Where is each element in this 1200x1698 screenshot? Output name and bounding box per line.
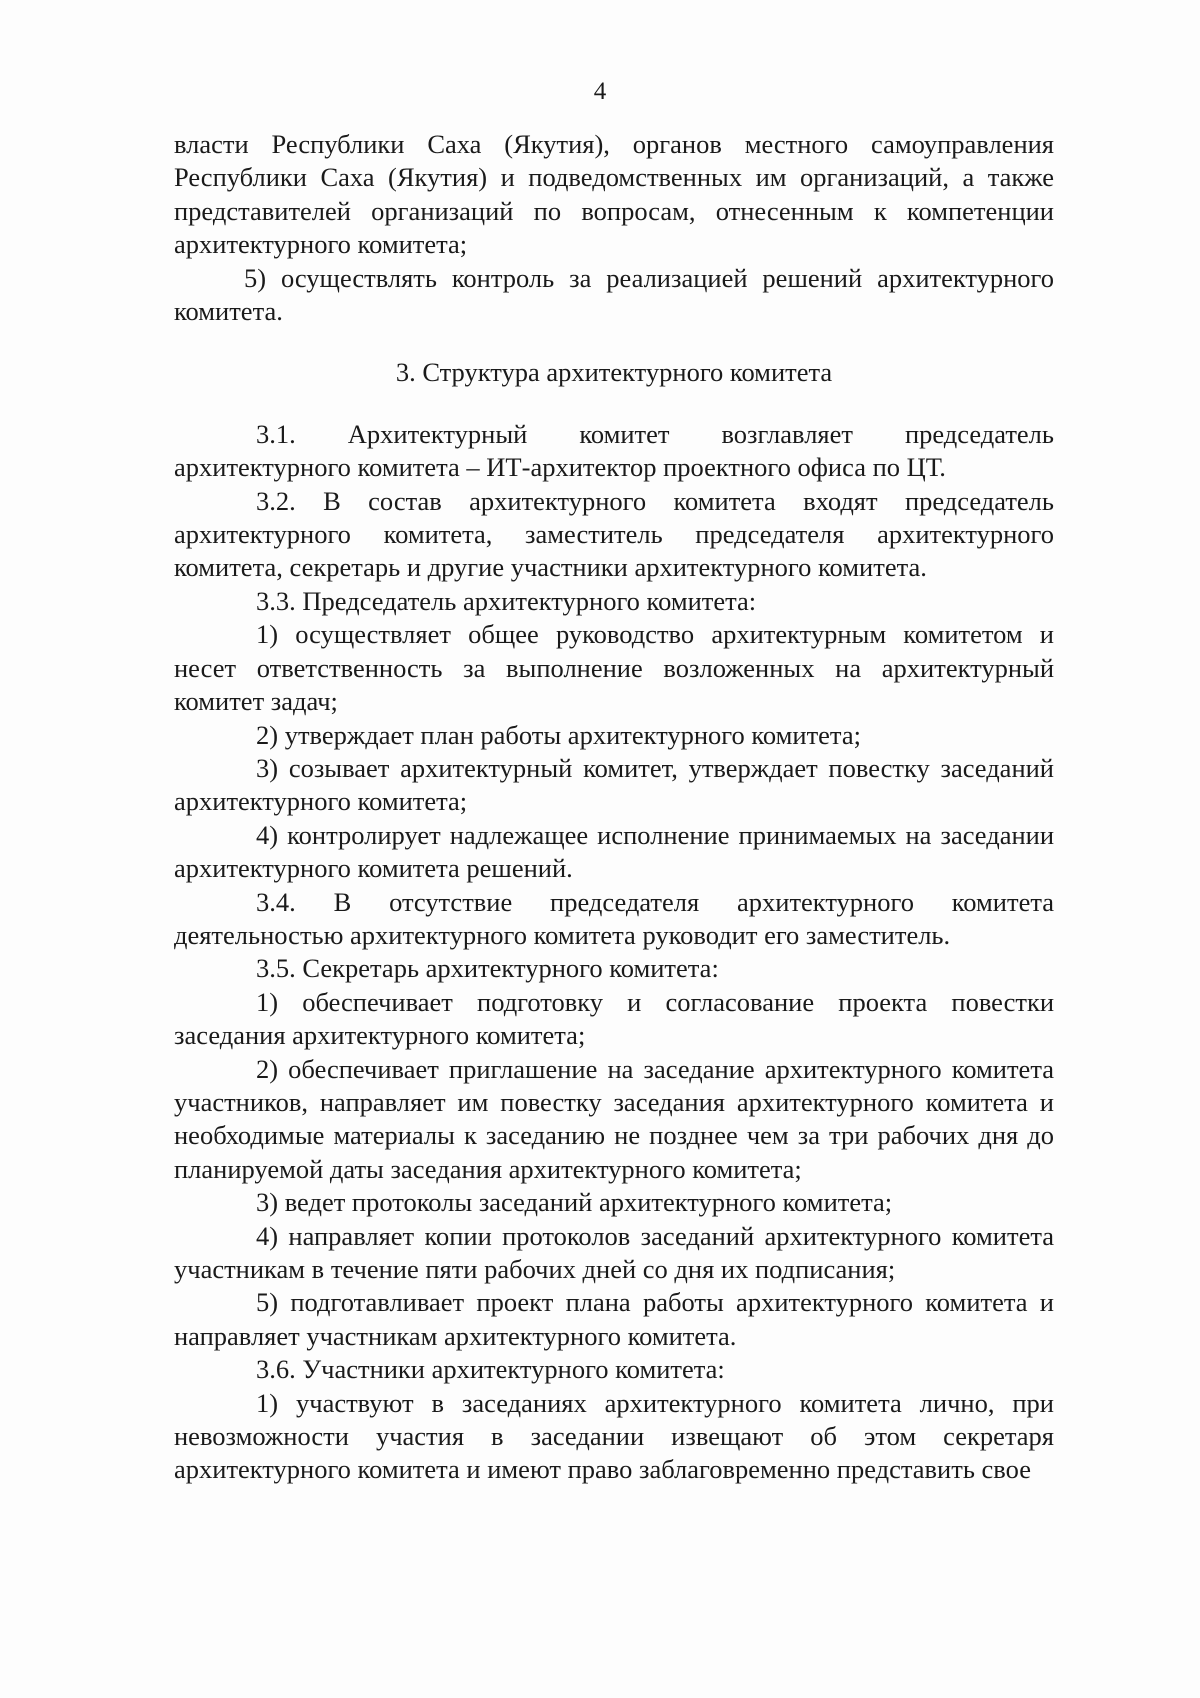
list-item: 4) направляет копии протоколов заседаний архитектурного комитета участникам в течение пяти рабочих дней со дня их подписания; <box>174 1220 1054 1284</box>
list-item: 3) созывает архитектурный комитет, утверждает повестку заседаний архитектурного комитета; <box>174 752 1054 817</box>
section-heading: 3. Структура архитектурного комитета <box>395 357 833 388</box>
paragraph: 3.6. Участники архитектурного комитета: <box>256 1354 725 1385</box>
paragraph: 5) осуществлять контроль за реализацией решений архитектурного комитета. <box>174 262 1054 327</box>
paragraph: 3.1. Архитектурный комитет возглавляет председатель архитектурного комитета – ИТ-архитектор проектного офиса по ЦТ. <box>174 418 1054 483</box>
page-number: 4 <box>593 78 607 105</box>
paragraph: 3.4. В отсутствие председателя архитектурного комитета деятельностью архитектурного комитета руководит его заместитель. <box>174 886 1054 950</box>
list-item: 1) осуществляет общее руководство архитектурным комитетом и несет ответственность за выполнение возложенных на архитектурный комитет задач; <box>174 619 1054 717</box>
list-item: 2) утверждает план работы архитектурного комитета; <box>256 719 861 750</box>
paragraph: 3.2. В состав архитектурного комитета входят председатель архитектурного комитета, заместитель председателя архитектурного комитета, секретарь и другие участники архитектурного комитета. <box>174 485 1054 583</box>
list-item: 5) подготавливает проект плана работы архитектурного комитета и направляет участникам архитектурного комитета. <box>174 1287 1054 1351</box>
list-item: 1) участвуют в заседаниях архитектурного комитета лично, при невозможности участия в заседании извещают об этом секретаря архитектурного комитета и имеют право заблаговременно представить свое <box>174 1387 1054 1485</box>
paragraph: власти Республики Саха (Якутия), органов местного самоуправления Республики Саха (Якутия) и подведомственных им организаций, а также представителей организаций по вопросам, отнесенным к компетенции архитектурного комитета; <box>174 129 1054 260</box>
list-item: 4) контролирует надлежащее исполнение принимаемых на заседании архитектурного комитета решений. <box>174 819 1054 884</box>
document-body <box>174 128 1054 1487</box>
list-item: 2) обеспечивает приглашение на заседание архитектурного комитета участников, направляет им повестку заседания архитектурного комитета и необходимые материалы к заседанию не позднее чем за три рабочих дня до планируемой даты заседания архитектурного комитета; <box>174 1053 1054 1184</box>
list-item: 3) ведет протоколы заседаний архитектурного комитета; <box>256 1187 893 1218</box>
paragraph: 3.5. Секретарь архитектурного комитета: <box>256 953 719 984</box>
paragraph: 3.3. Председатель архитектурного комитета: <box>256 585 757 616</box>
list-item: 1) обеспечивает подготовку и согласование проекта повестки заседания архитектурного комитета; <box>174 986 1054 1051</box>
